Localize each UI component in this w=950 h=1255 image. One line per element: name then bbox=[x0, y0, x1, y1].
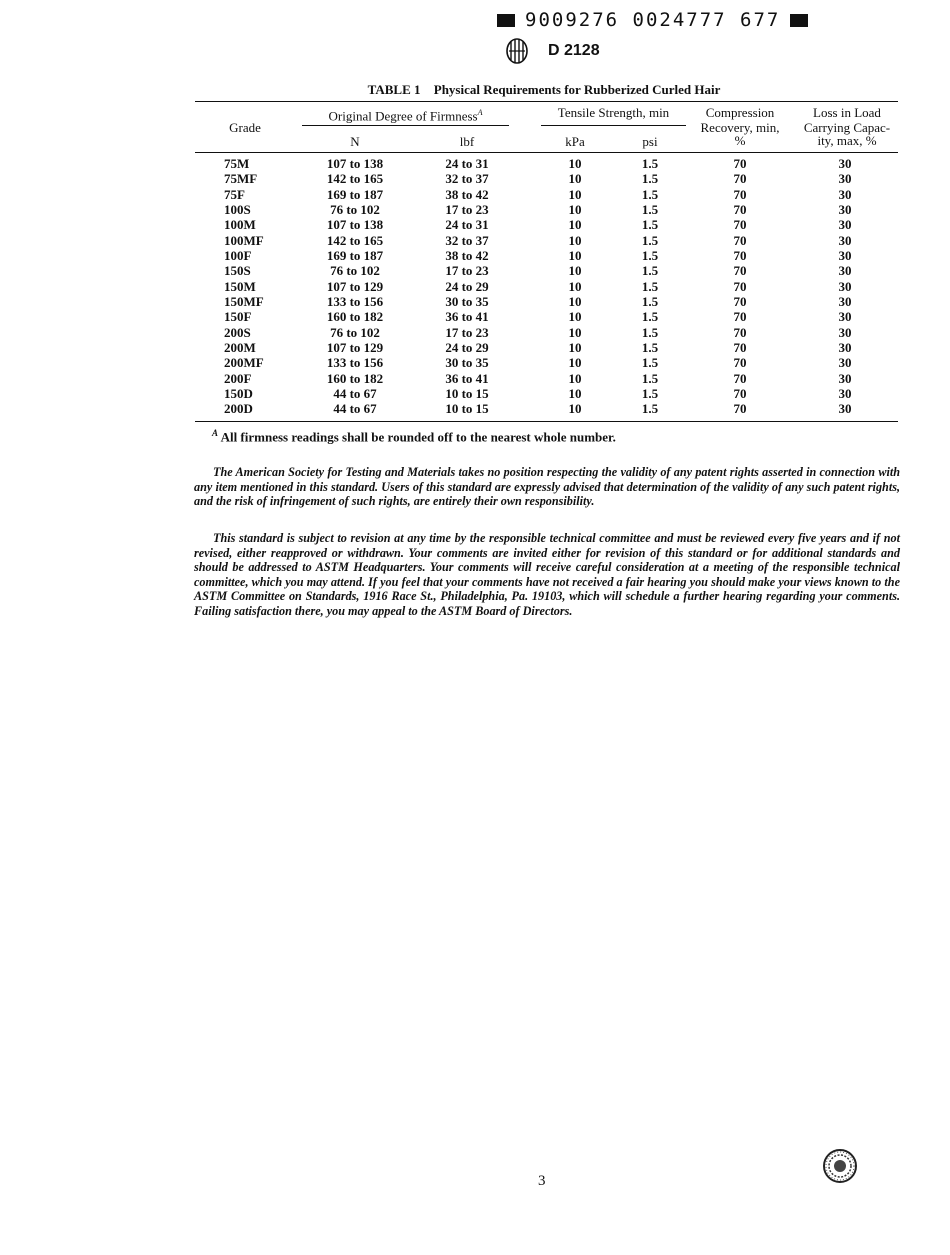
firmness-n-cell: 169 to 187 bbox=[326, 247, 384, 263]
firmness-n-cell: 76 to 102 bbox=[330, 201, 380, 217]
compression-cell: 70 bbox=[733, 217, 747, 233]
table-row bbox=[195, 171, 898, 186]
seal-icon bbox=[822, 1148, 858, 1184]
compression-cell: 70 bbox=[733, 201, 747, 217]
header-firmness bbox=[302, 105, 509, 123]
tensile-kpa-cell: 10 bbox=[568, 156, 582, 171]
table-row bbox=[195, 279, 898, 294]
tensile-kpa-cell: 10 bbox=[568, 370, 582, 386]
loss-cell: 30 bbox=[838, 186, 852, 202]
firmness-lbf-cell: 32 to 37 bbox=[445, 232, 489, 248]
tensile-kpa-cell: 10 bbox=[568, 247, 582, 263]
grade-cell: 100MF bbox=[224, 232, 264, 248]
firmness-lbf-cell: 17 to 23 bbox=[445, 263, 489, 279]
table-caption: Physical Requirements for Rubberized Curled Hair bbox=[433, 82, 721, 97]
compression-cell: 70 bbox=[733, 309, 747, 325]
firmness-lbf-cell: 17 to 23 bbox=[445, 324, 489, 340]
grade-cell: 150D bbox=[224, 385, 253, 401]
tensile-psi-cell: 1.5 bbox=[641, 370, 659, 386]
firmness-lbf-cell: 24 to 29 bbox=[445, 278, 489, 294]
tensile-kpa-cell: 10 bbox=[568, 232, 582, 248]
header-psi: psi bbox=[642, 134, 658, 149]
grade-cell: 100S bbox=[224, 201, 251, 217]
header-lbf: lbf bbox=[459, 134, 475, 149]
tensile-psi-cell: 1.5 bbox=[641, 186, 659, 202]
tensile-kpa-cell: 10 bbox=[568, 171, 582, 187]
tensile-psi-cell: 1.5 bbox=[641, 385, 659, 401]
firmness-lbf-cell: 38 to 42 bbox=[445, 247, 489, 263]
loss-cell: 30 bbox=[838, 171, 852, 187]
table-row bbox=[195, 401, 898, 416]
loss-cell: 30 bbox=[838, 201, 852, 217]
grade-cell: 200M bbox=[224, 339, 256, 355]
tensile-psi-cell: 1.5 bbox=[641, 355, 659, 371]
loss-cell: 30 bbox=[838, 232, 852, 248]
tensile-psi-cell: 1.5 bbox=[641, 263, 659, 279]
compression-cell: 70 bbox=[733, 385, 747, 401]
table-row bbox=[195, 156, 898, 171]
firmness-n-cell: 160 to 182 bbox=[326, 370, 384, 386]
table-row bbox=[195, 294, 898, 309]
grade-cell: 75MF bbox=[224, 171, 258, 187]
tensile-subrule bbox=[541, 125, 686, 126]
header-bottom-rule bbox=[195, 152, 898, 153]
tensile-psi-cell: 1.5 bbox=[641, 309, 659, 325]
tensile-psi-cell: 1.5 bbox=[641, 339, 659, 355]
grade-cell: 200F bbox=[224, 370, 252, 386]
header-loss-line2: Carrying Capac- bbox=[803, 120, 891, 135]
grade-cell: 100F bbox=[224, 247, 252, 263]
compression-cell: 70 bbox=[733, 401, 747, 417]
firmness-n-cell: 160 to 182 bbox=[326, 309, 384, 325]
tensile-psi-cell: 1.5 bbox=[641, 278, 659, 294]
loss-cell: 30 bbox=[838, 263, 852, 279]
barcode-line bbox=[497, 8, 808, 32]
compression-cell: 70 bbox=[733, 324, 747, 340]
firmness-n-cell: 133 to 156 bbox=[326, 355, 384, 371]
firmness-n-cell: 44 to 67 bbox=[333, 401, 377, 417]
firmness-n-cell: 142 to 165 bbox=[326, 171, 384, 187]
astm-logo-icon bbox=[506, 38, 528, 64]
firmness-lbf-cell: 24 to 31 bbox=[445, 217, 489, 233]
loss-cell: 30 bbox=[838, 217, 852, 233]
tensile-psi-cell: 1.5 bbox=[641, 324, 659, 340]
table-row bbox=[195, 325, 898, 340]
table-row bbox=[195, 386, 898, 401]
loss-cell: 30 bbox=[838, 370, 852, 386]
table-row bbox=[195, 309, 898, 324]
barcode-block-left bbox=[497, 14, 515, 27]
header-firmness-note: A bbox=[477, 108, 483, 117]
tensile-kpa-cell: 10 bbox=[568, 217, 582, 233]
grade-cell: 200MF bbox=[224, 355, 264, 371]
table-row bbox=[195, 187, 898, 202]
tensile-psi-cell: 1.5 bbox=[641, 171, 659, 187]
tensile-psi-cell: 1.5 bbox=[641, 232, 659, 248]
firmness-n-cell: 107 to 129 bbox=[326, 339, 384, 355]
tensile-kpa-cell: 10 bbox=[568, 339, 582, 355]
compression-cell: 70 bbox=[733, 247, 747, 263]
tensile-kpa-cell: 10 bbox=[568, 293, 582, 309]
loss-cell: 30 bbox=[838, 156, 852, 171]
tensile-kpa-cell: 10 bbox=[568, 401, 582, 417]
tensile-psi-cell: 1.5 bbox=[641, 156, 659, 171]
firmness-n-cell: 169 to 187 bbox=[326, 186, 384, 202]
tensile-psi-cell: 1.5 bbox=[641, 293, 659, 309]
header-loss-line1: Loss in Load bbox=[813, 105, 881, 120]
grade-cell: 75F bbox=[224, 186, 245, 202]
firmness-lbf-cell: 38 to 42 bbox=[445, 186, 489, 202]
table-row bbox=[195, 202, 898, 217]
header-compression-line2: Recovery, min, bbox=[700, 120, 780, 135]
grade-cell: 150S bbox=[224, 263, 251, 279]
firmness-n-cell: 44 to 67 bbox=[333, 385, 377, 401]
firmness-lbf-cell: 10 to 15 bbox=[445, 401, 489, 417]
tensile-kpa-cell: 10 bbox=[568, 278, 582, 294]
loss-cell: 30 bbox=[838, 324, 852, 340]
compression-cell: 70 bbox=[733, 370, 747, 386]
firmness-n-cell: 107 to 138 bbox=[326, 156, 384, 171]
table-row bbox=[195, 263, 898, 278]
tensile-kpa-cell: 10 bbox=[568, 385, 582, 401]
table-bottom-rule bbox=[195, 421, 898, 422]
header-loss bbox=[792, 105, 902, 148]
firmness-lbf-cell: 30 to 35 bbox=[445, 293, 489, 309]
header-firmness-text: Original Degree of Firmness bbox=[328, 108, 478, 124]
barcode-text: 9009276 0024777 677 bbox=[525, 9, 781, 31]
firmness-lbf-cell: 30 to 35 bbox=[445, 355, 489, 371]
table-row bbox=[195, 371, 898, 386]
tensile-psi-cell: 1.5 bbox=[641, 201, 659, 217]
firmness-lbf-cell: 32 to 37 bbox=[445, 171, 489, 187]
page-number: 3 bbox=[538, 1173, 546, 1189]
grade-cell: 150F bbox=[224, 309, 252, 325]
table-footnote bbox=[212, 428, 616, 445]
grade-cell: 150M bbox=[224, 278, 256, 294]
tensile-kpa-cell: 10 bbox=[568, 201, 582, 217]
firmness-subrule bbox=[302, 125, 509, 126]
firmness-lbf-cell: 17 to 23 bbox=[445, 201, 489, 217]
tensile-psi-cell: 1.5 bbox=[641, 217, 659, 233]
footnote-mark: A bbox=[212, 428, 219, 438]
grade-cell: 100M bbox=[224, 217, 256, 233]
table-row bbox=[195, 233, 898, 248]
table-label: TABLE 1 bbox=[367, 82, 421, 97]
barcode-block-right bbox=[790, 14, 808, 27]
header-kpa: kPa bbox=[565, 134, 585, 149]
firmness-n-cell: 133 to 156 bbox=[326, 293, 384, 309]
firmness-n-cell: 107 to 138 bbox=[326, 217, 384, 233]
header-grade: Grade bbox=[229, 120, 261, 135]
grade-cell: 150MF bbox=[224, 293, 264, 309]
header-compression-line1: Compression bbox=[705, 105, 775, 120]
compression-cell: 70 bbox=[733, 278, 747, 294]
loss-cell: 30 bbox=[838, 293, 852, 309]
loss-cell: 30 bbox=[838, 339, 852, 355]
loss-cell: 30 bbox=[838, 401, 852, 417]
header-compression-line3: % bbox=[734, 133, 746, 148]
loss-cell: 30 bbox=[838, 247, 852, 263]
standard-designation: D 2128 bbox=[548, 42, 600, 59]
grade-cell: 200D bbox=[224, 401, 253, 417]
table-top-rule bbox=[195, 101, 898, 102]
firmness-n-cell: 76 to 102 bbox=[330, 263, 380, 279]
table-title bbox=[190, 82, 898, 98]
footnote-text: All firmness readings shall be rounded off to the nearest whole number. bbox=[220, 429, 616, 445]
header-tensile: Tensile Strength, min bbox=[557, 105, 670, 120]
compression-cell: 70 bbox=[733, 263, 747, 279]
loss-cell: 30 bbox=[838, 278, 852, 294]
tensile-psi-cell: 1.5 bbox=[641, 401, 659, 417]
firmness-lbf-cell: 24 to 31 bbox=[445, 156, 489, 171]
firmness-n-cell: 107 to 129 bbox=[326, 278, 384, 294]
compression-cell: 70 bbox=[733, 156, 747, 171]
header-n: N bbox=[350, 134, 360, 149]
table-row bbox=[195, 217, 898, 232]
compression-cell: 70 bbox=[733, 355, 747, 371]
firmness-lbf-cell: 36 to 41 bbox=[445, 370, 489, 386]
header-loss-line3: ity, max, % bbox=[817, 133, 877, 148]
loss-cell: 30 bbox=[838, 385, 852, 401]
firmness-n-cell: 76 to 102 bbox=[330, 324, 380, 340]
loss-cell: 30 bbox=[838, 355, 852, 371]
table-row bbox=[195, 355, 898, 370]
tensile-psi-cell: 1.5 bbox=[641, 247, 659, 263]
table-row bbox=[195, 340, 898, 355]
compression-cell: 70 bbox=[733, 293, 747, 309]
revision-paragraph: This standard is subject to revision at any time by the responsible technical committee and must be reviewed every five years and if not revised, either reapproved or withdrawn. Your comments are invited either for revision of this standard or for additional standards and should be addressed to ASTM Headquarters. Your comments will receive careful consideration at a meeting of the responsible technical committee, which you may attend. If you feel that your comments have not received a fair hearing you should make your views known to the ASTM Committee on Standards, 1916 Race St., Philadelphia, Pa. 19103, which will schedule a further hearing regarding your comments. Failing satisfaction there, you may appeal to the ASTM Board of Directors. bbox=[194, 531, 900, 618]
compression-cell: 70 bbox=[733, 186, 747, 202]
loss-cell: 30 bbox=[838, 309, 852, 325]
compression-cell: 70 bbox=[733, 339, 747, 355]
compression-cell: 70 bbox=[733, 171, 747, 187]
compression-cell: 70 bbox=[733, 232, 747, 248]
table-row bbox=[195, 248, 898, 263]
tensile-kpa-cell: 10 bbox=[568, 355, 582, 371]
document-header bbox=[506, 38, 600, 64]
firmness-lbf-cell: 10 to 15 bbox=[445, 385, 489, 401]
patent-rights-paragraph: The American Society for Testing and Materials takes no position respecting the validity of any patent rights asserted in connection with any item mentioned in this standard. Users of this standard are expressly advised that determination of the validity of any such patent rights, and the risk of infringement of such rights, are entirely their own responsibility. bbox=[194, 465, 900, 509]
firmness-lbf-cell: 24 to 29 bbox=[445, 339, 489, 355]
firmness-lbf-cell: 36 to 41 bbox=[445, 309, 489, 325]
firmness-n-cell: 142 to 165 bbox=[326, 232, 384, 248]
header-compression bbox=[690, 105, 790, 148]
tensile-kpa-cell: 10 bbox=[568, 263, 582, 279]
tensile-kpa-cell: 10 bbox=[568, 324, 582, 340]
grade-cell: 75M bbox=[224, 156, 250, 171]
tensile-kpa-cell: 10 bbox=[568, 309, 582, 325]
tensile-kpa-cell: 10 bbox=[568, 186, 582, 202]
grade-cell: 200S bbox=[224, 324, 251, 340]
